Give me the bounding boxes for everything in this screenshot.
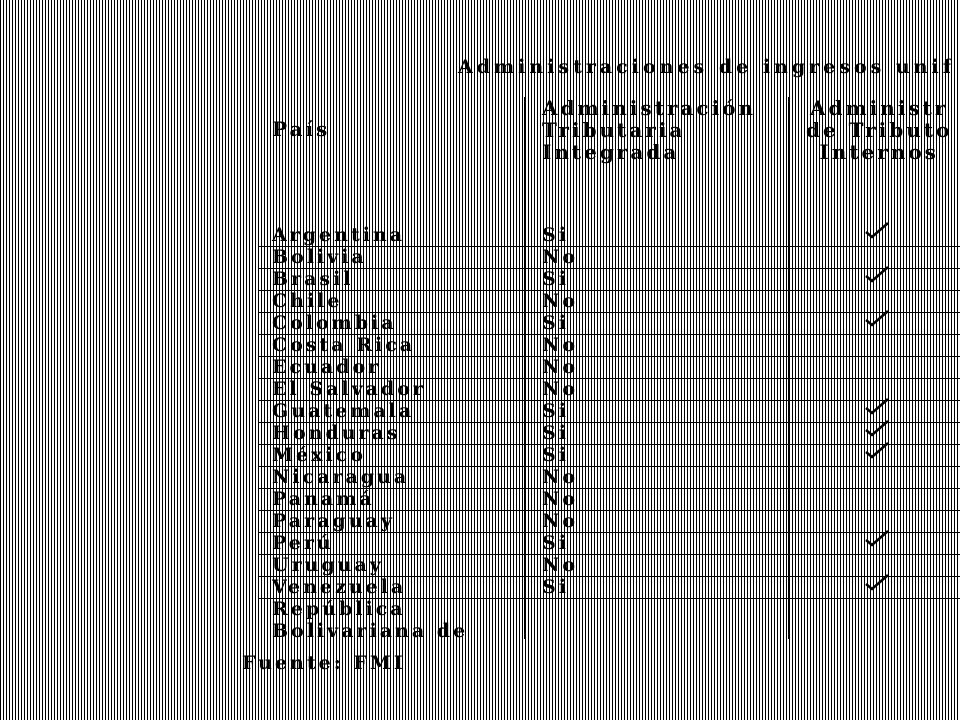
country-name: Nicaragua (272, 466, 410, 488)
header-country: País (272, 117, 331, 141)
integrated-value: Si (542, 400, 569, 422)
table-row (258, 576, 960, 599)
checkmark-icon (864, 418, 890, 438)
table-row (258, 334, 960, 357)
integrated-value: No (542, 510, 579, 532)
country-name: Honduras (272, 422, 401, 444)
integrated-value: Si (542, 268, 569, 290)
integrated-value: Si (542, 312, 569, 334)
integrated-value: No (542, 488, 579, 510)
checkmark-icon (864, 264, 890, 284)
country-name: Venezuela (272, 576, 407, 598)
table-row (258, 466, 960, 489)
country-extra-line: República (272, 598, 406, 620)
integrated-value: Si (542, 576, 569, 598)
table-row (258, 378, 960, 401)
country-name: El Salvador (272, 378, 426, 400)
country-table (258, 224, 960, 639)
table-row (258, 290, 960, 313)
country-name: Panamá (272, 488, 375, 510)
table-row (258, 444, 960, 467)
checkmark-icon (864, 528, 890, 548)
integrated-value: No (542, 554, 579, 576)
integrated-value: Si (542, 422, 569, 444)
country-name: Guatemala (272, 400, 415, 422)
table-row (258, 488, 960, 511)
source-note: Fuente: FMI (242, 652, 406, 674)
country-name: Argentina (272, 224, 406, 246)
table-row (258, 246, 960, 269)
country-name: Ecuador (272, 356, 382, 378)
integrated-value: No (542, 356, 579, 378)
table-row (258, 554, 960, 577)
integrated-value: No (542, 378, 579, 400)
table-row (258, 510, 960, 533)
checkmark-icon (864, 396, 890, 416)
country-name: Paraguay (272, 510, 395, 532)
integrated-value: Si (542, 532, 569, 554)
country-name: Chile (272, 290, 343, 312)
country-name: México (272, 444, 366, 466)
table-row (258, 400, 960, 423)
slide-title: Administraciones de ingresos unif (458, 56, 955, 78)
checkmark-icon (864, 572, 890, 592)
table-row (258, 422, 960, 445)
checkmark-icon (864, 220, 890, 240)
country-name: Bolivia (272, 246, 367, 268)
country-name: Colombia (272, 312, 397, 334)
country-name: Brasil (272, 268, 354, 290)
integrated-value: No (542, 334, 579, 356)
table-row (258, 532, 960, 555)
integrated-value: No (542, 246, 579, 268)
integrated-value: Si (542, 224, 569, 246)
integrated-value: No (542, 290, 579, 312)
country-name: Costa Rica (272, 334, 416, 356)
integrated-value: Si (542, 444, 569, 466)
table-row (258, 312, 960, 335)
country-extra-line: Bolivariana de (272, 620, 469, 642)
checkmark-icon (864, 440, 890, 460)
table-row (258, 224, 960, 247)
header-integrated-administration: Administración Tributaria Integrada (542, 96, 757, 164)
country-name: Perú (272, 532, 334, 554)
table-row (258, 356, 960, 379)
table-row (258, 268, 960, 291)
country-name: Uruguay (272, 554, 384, 576)
integrated-value: No (542, 466, 579, 488)
checkmark-icon (864, 308, 890, 328)
header-internal-taxes: Administr de Tributo Internos (806, 96, 953, 164)
